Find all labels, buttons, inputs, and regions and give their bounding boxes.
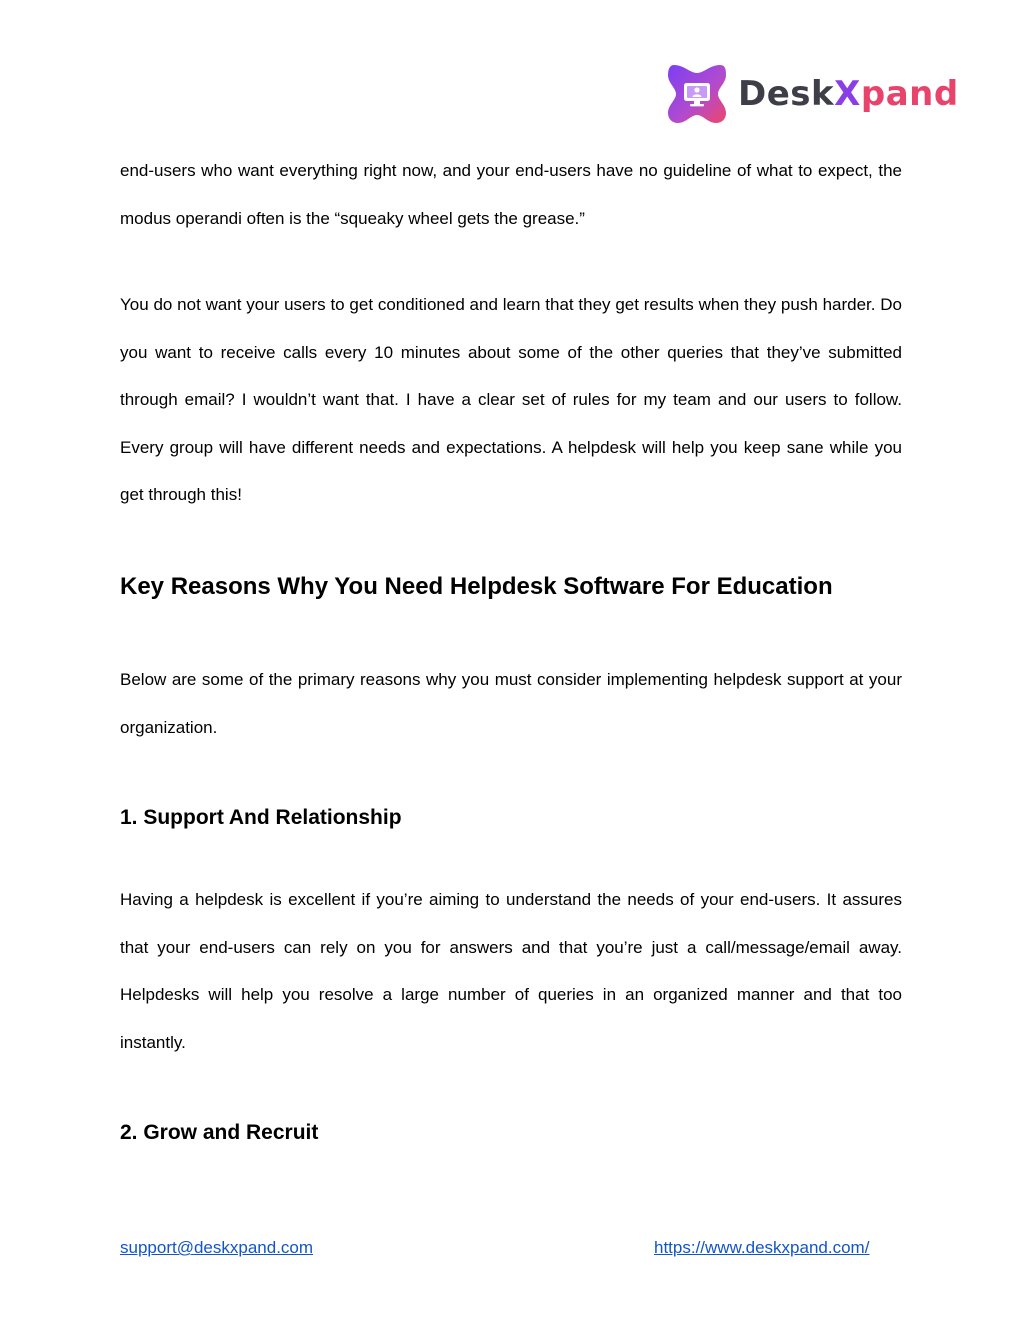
- body-paragraph-support: Having a helpdesk is excellent if you’re aiming to understand the needs of your end-users. It assures that your end-users can rely on you for answers and that you’re just a call/message/email away. Helpdesks will help you resolve a large number of queries in an organized manner and that too instantly.: [120, 890, 902, 1052]
- content-block-7: [120, 1119, 902, 1147]
- body-paragraph-conditioning: You do not want your users to get conditioned and learn that they get results when they push harder. Do you want to receive calls every 10 minutes about some of the other queries that they’ve submitted through email? I wouldn’t want that. I have a clear set of rules for my team and our users to follow. Every group will have different needs and expectations. A helpdesk will help you keep sane while you get through this!: [120, 295, 902, 504]
- brand-name-part-pand: pand: [860, 74, 959, 114]
- brand-name-part-x: X: [834, 74, 861, 114]
- content-block-3: [120, 572, 902, 602]
- content-block-5: [120, 804, 902, 832]
- subheading-support-relationship: 1. Support And Relationship: [120, 806, 402, 829]
- brand-name-part-desk: Desk: [738, 74, 835, 114]
- content-block-1: [120, 147, 902, 242]
- content-block-4: [120, 656, 902, 751]
- content-block-2: [120, 281, 902, 519]
- footer-website-link[interactable]: https://www.deskxpand.com/: [654, 1238, 870, 1257]
- brand-name: [738, 74, 959, 114]
- body-paragraph-reasons-intro: Below are some of the primary reasons why you must consider implementing helpdesk support at your organization.: [120, 670, 902, 737]
- brand-logo: [664, 60, 959, 128]
- subheading-grow-recruit: 2. Grow and Recruit: [120, 1121, 319, 1144]
- body-paragraph-intro: end-users who want everything right now, and your end-users have no guideline of what to expect, the modus operandi often is the “squeaky wheel gets the grease.”: [120, 161, 902, 228]
- content-block-6: [120, 876, 902, 1066]
- section-heading-key-reasons: Key Reasons Why You Need Helpdesk Software For Education: [120, 573, 833, 600]
- desktop-monitor-icon: [664, 61, 730, 127]
- footer-email-link[interactable]: support@deskxpand.com: [120, 1238, 314, 1257]
